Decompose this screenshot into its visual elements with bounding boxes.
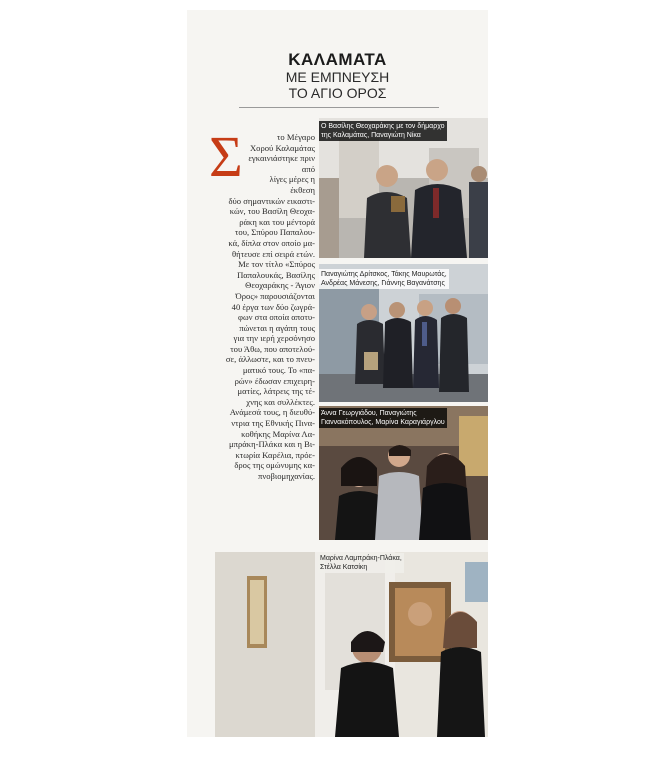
article-body-line: ρών» έδωσαν επιχειρη- [234,375,315,386]
article-body-line: ματίες, λάτρεις της τέ- [237,386,315,397]
article-body-line: φων στα οποία αποτυ- [238,312,315,323]
article-body-line: πνοβιομηχανίας. [258,471,315,481]
article-subtitle-line-1: ΜΕ ΕΜΠΝΕΥΣΗ [285,69,390,85]
magazine-page [187,10,488,737]
article-body-line: δύο σημαντικών εικαστι- [228,195,315,206]
article-body-line: ματικό τους. Το «πα- [242,365,315,376]
article-body-line: θήτευσε επί σειρά ετών. [232,248,315,259]
article-body-line: κτωρία Καρέλια, πρόε- [235,449,315,460]
article-body-line: Με τον τίτλο «Σπύρος [238,259,315,270]
photo-group-men [319,264,488,402]
article-title: ΚΑΛΑΜΑΤΑ [288,50,387,69]
article-subtitle-line-2: ΤΟ ΑΓΙΟ ΟΡΟΣ [288,85,387,101]
article-body-line: του, Σπύρου Παπαλου- [234,227,315,238]
article-body-line: του Άθω, που αποτελού- [230,343,315,354]
caption-line: Ο Βασίλης Θεοχαράκης με τον δήμαρχο [321,123,445,130]
caption-line: Γιαννακόπουλος, Μαρίνα Καραγιάργλου [321,419,445,426]
article-header [187,50,488,101]
article-body [209,124,315,482]
photo-gallery-image [215,552,488,737]
article-body-line: το Μέγαρο [276,132,315,142]
article-body-line: σε, άλλωστε, και το πνευ- [225,354,315,365]
photo-group-men-caption [319,269,449,289]
caption-line: Παναγιώτης Δρίτσκος, Τάκης Μαυρωτάς, [321,271,447,278]
article-body-line: χνης και συλλέκτες. [246,396,315,407]
article-body-line: λίγες μέρες η έκθεση [269,174,315,195]
article-body-line: ράκη και του μέντορά [239,216,315,227]
caption-line: Στέλλα Κατσίκη [320,564,368,571]
article-body-line: Όρος» παρουσιάζονται [235,290,315,301]
photo-mayor-caption [319,121,447,141]
photo-gallery [215,552,488,737]
article-body-line: ντρια της Εθνικής Πινα- [231,418,315,429]
article-body-line: Χορού Καλαμάτας [249,142,315,153]
article-body-line: εγκαινιάστηκε πριν από [248,153,315,174]
article-body-line: Παπαλουκάς, Βασίλης [237,269,315,280]
caption-line: Ανδρέας Μάνεσης, Γιάννης Βαγανάτσης [321,280,445,287]
drop-cap: Σ [209,124,243,189]
article-body-line: κά, δίπλα στον οποίο μα- [228,237,315,248]
article-body-line: πώνεται η αγάπη τους [239,322,315,333]
caption-line: της Καλαμάτας, Παναγιώτη Νίκα [321,132,421,139]
article-body-line: για την ιερή χερσόνησο [233,333,315,344]
article-body-line: Ανάμεσά τους, η διευθύ- [229,407,315,418]
photo-gallery-caption [318,553,404,573]
caption-line: Άννα Γεωργιάδου, Παναγιώτης [321,410,417,417]
article-body-line: κοθήκης Μαρίνα Λα- [241,428,315,439]
caption-line: Μαρίνα Λαμπράκη-Πλάκα, [320,555,402,562]
photo-mayor [319,118,488,258]
article-body-line: μπράκη-Πλάκα και η Βι- [229,439,315,450]
photo-trio-caption [319,408,447,428]
photo-trio [319,406,488,540]
article-body-line: 40 έργα των δύο ζωγρά- [231,301,315,312]
article-body-line: κών, του Βασίλη Θεοχα- [229,206,315,217]
article-body-line: δρος της ομώνυμης κα- [234,460,315,471]
article-body-line: Θεοχαράκης - Άγιον [245,280,315,291]
title-divider [239,107,439,108]
